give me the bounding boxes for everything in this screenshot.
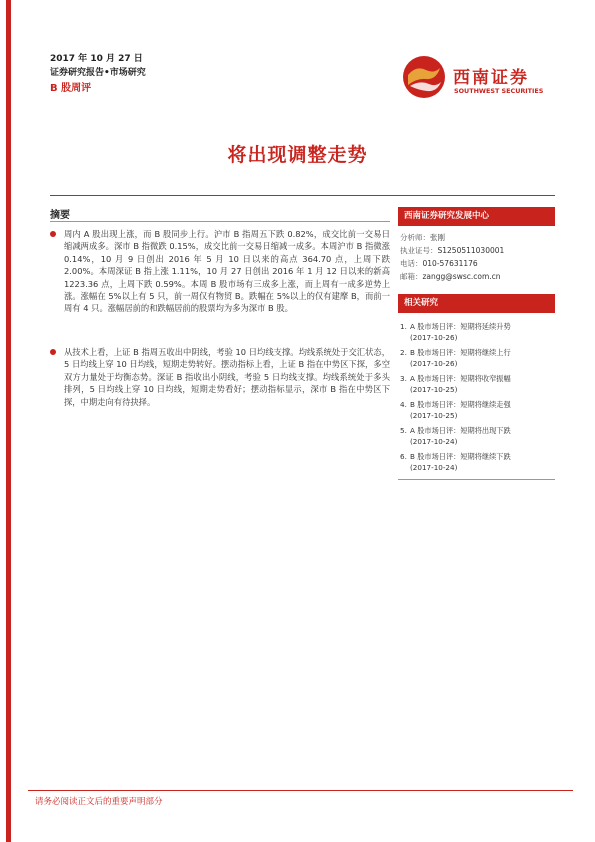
license-row <box>398 244 555 257</box>
list-item-title: B 股市场日评：短期将继续上行 <box>410 348 511 357</box>
list-item-number: 3. <box>400 374 407 383</box>
team-panel <box>398 207 555 283</box>
related-research-panel <box>398 294 555 484</box>
report-type: 证券研究报告•市场研究 <box>50 68 146 78</box>
list-item-number: 6. <box>400 452 407 461</box>
related-heading: 相关研究 <box>398 294 555 313</box>
report-date: 2017 年 10 月 27 日 <box>50 54 143 64</box>
bullet-icon <box>50 231 56 237</box>
footer-disclaimer: 请务必阅读正文后的重要声明部分 <box>35 797 163 807</box>
summary-paragraph-text: 从技术上看，上证 B 指周五收出中阴线，考验 10 日均线支撑。均线系统处于交汇状态，5 日均线上穿 10 日均线，短期走势转好。摆动指标上看，上证 B 指在中势区下探，多空双方力量处于均衡态势。深证 B 指收出小阴线，考验 5 日均线支撑。均线系统处于多头排列，5 日均线上穿 10 日均线，短期走势看好；摆动指标显示，深市 B 指在中势区下探，中期走向有待抉择。 <box>64 347 390 407</box>
list-item-title: B 股市场日评：短期将继续下跌 <box>410 452 511 461</box>
list-item[interactable] <box>398 425 555 447</box>
company-logo <box>402 55 557 100</box>
list-item-date: (2017-10-25) <box>410 385 458 394</box>
analyst-name: 张刚 <box>430 233 445 242</box>
report-title: 将出现调整走势 <box>227 144 368 166</box>
list-item-number: 4. <box>400 400 407 409</box>
list-item-title: A 股市场日评：短期将出现下跌 <box>410 426 511 435</box>
phone-number: 010-57631176 <box>422 259 478 268</box>
email-address[interactable]: zangg@swsc.com.cn <box>422 272 501 281</box>
license-number: S1250511030001 <box>437 246 505 255</box>
logo-mark-icon <box>402 55 446 99</box>
list-item-title: A 股市场日评：短期将延续升势 <box>410 322 511 331</box>
title-divider <box>50 195 555 196</box>
analyst-row <box>398 231 555 244</box>
summary-paragraph <box>50 228 390 315</box>
summary-divider <box>50 221 390 222</box>
logo-name-cn: 西南证券 <box>453 68 529 88</box>
footer-divider <box>28 790 573 791</box>
list-item-number: 5. <box>400 426 407 435</box>
analyst-label: 分析师： <box>400 233 430 242</box>
list-item[interactable] <box>398 347 555 369</box>
list-item-date: (2017-10-25) <box>410 411 458 420</box>
phone-row <box>398 257 555 270</box>
report-header <box>50 52 146 96</box>
team-heading: 西南证券研究发展中心 <box>398 207 555 226</box>
summary-heading: 摘要 <box>50 210 70 221</box>
bullet-icon <box>50 349 56 355</box>
list-item-date: (2017-10-26) <box>410 333 458 342</box>
email-label: 邮箱： <box>400 272 423 281</box>
list-item-date: (2017-10-24) <box>410 463 458 472</box>
list-item[interactable] <box>398 451 555 480</box>
list-item-title: A 股市场日评：短期将收窄振幅 <box>410 374 511 383</box>
logo-name-en: SOUTHWEST SECURITIES <box>454 87 544 95</box>
list-item[interactable] <box>398 399 555 421</box>
list-item-number: 2. <box>400 348 407 357</box>
list-item-number: 1. <box>400 322 407 331</box>
report-category: B 股周评 <box>50 83 92 94</box>
email-row <box>398 270 555 283</box>
phone-label: 电话： <box>400 259 423 268</box>
related-list <box>398 321 555 480</box>
left-accent-bar <box>6 0 11 842</box>
list-item-date: (2017-10-24) <box>410 437 458 446</box>
list-item-title: B 股市场日评：短期将继续走强 <box>410 400 511 409</box>
summary-paragraph-text: 周内 A 股出现上涨，而 B 股同步上行。沪市 B 指周五下跌 0.82%，成交比前一交易日缩减两成多。深市 B 指微跌 0.15%，成交比前一交易日缩减一成多。本周沪市 B 指微涨 0.14%，10 月 9 日创出 2016 年 5 月 10 日以来的高点 364.70 点，上周下跌 2.00%。本周深证 B 指上涨 1.11%，10 月 27 日创出 2016 年 1 月 12 日以来的新高 1223.36 点，上周下跌 0.59%。本周 B 股市场有三成多上涨，而上周有一成多逆势上涨。涨幅在 5%以上有 5 只，前一周仅有物贸 B。跌幅在 5%以上的仅有建摩 B，而前一周有 4 只。涨幅居前的和跌幅居前的股票均为多为深市 B 股。 <box>64 229 390 314</box>
list-item[interactable] <box>398 321 555 343</box>
list-item[interactable] <box>398 373 555 395</box>
summary-paragraph <box>50 346 390 408</box>
list-item-date: (2017-10-26) <box>410 359 458 368</box>
license-label: 执业证号： <box>400 246 438 255</box>
